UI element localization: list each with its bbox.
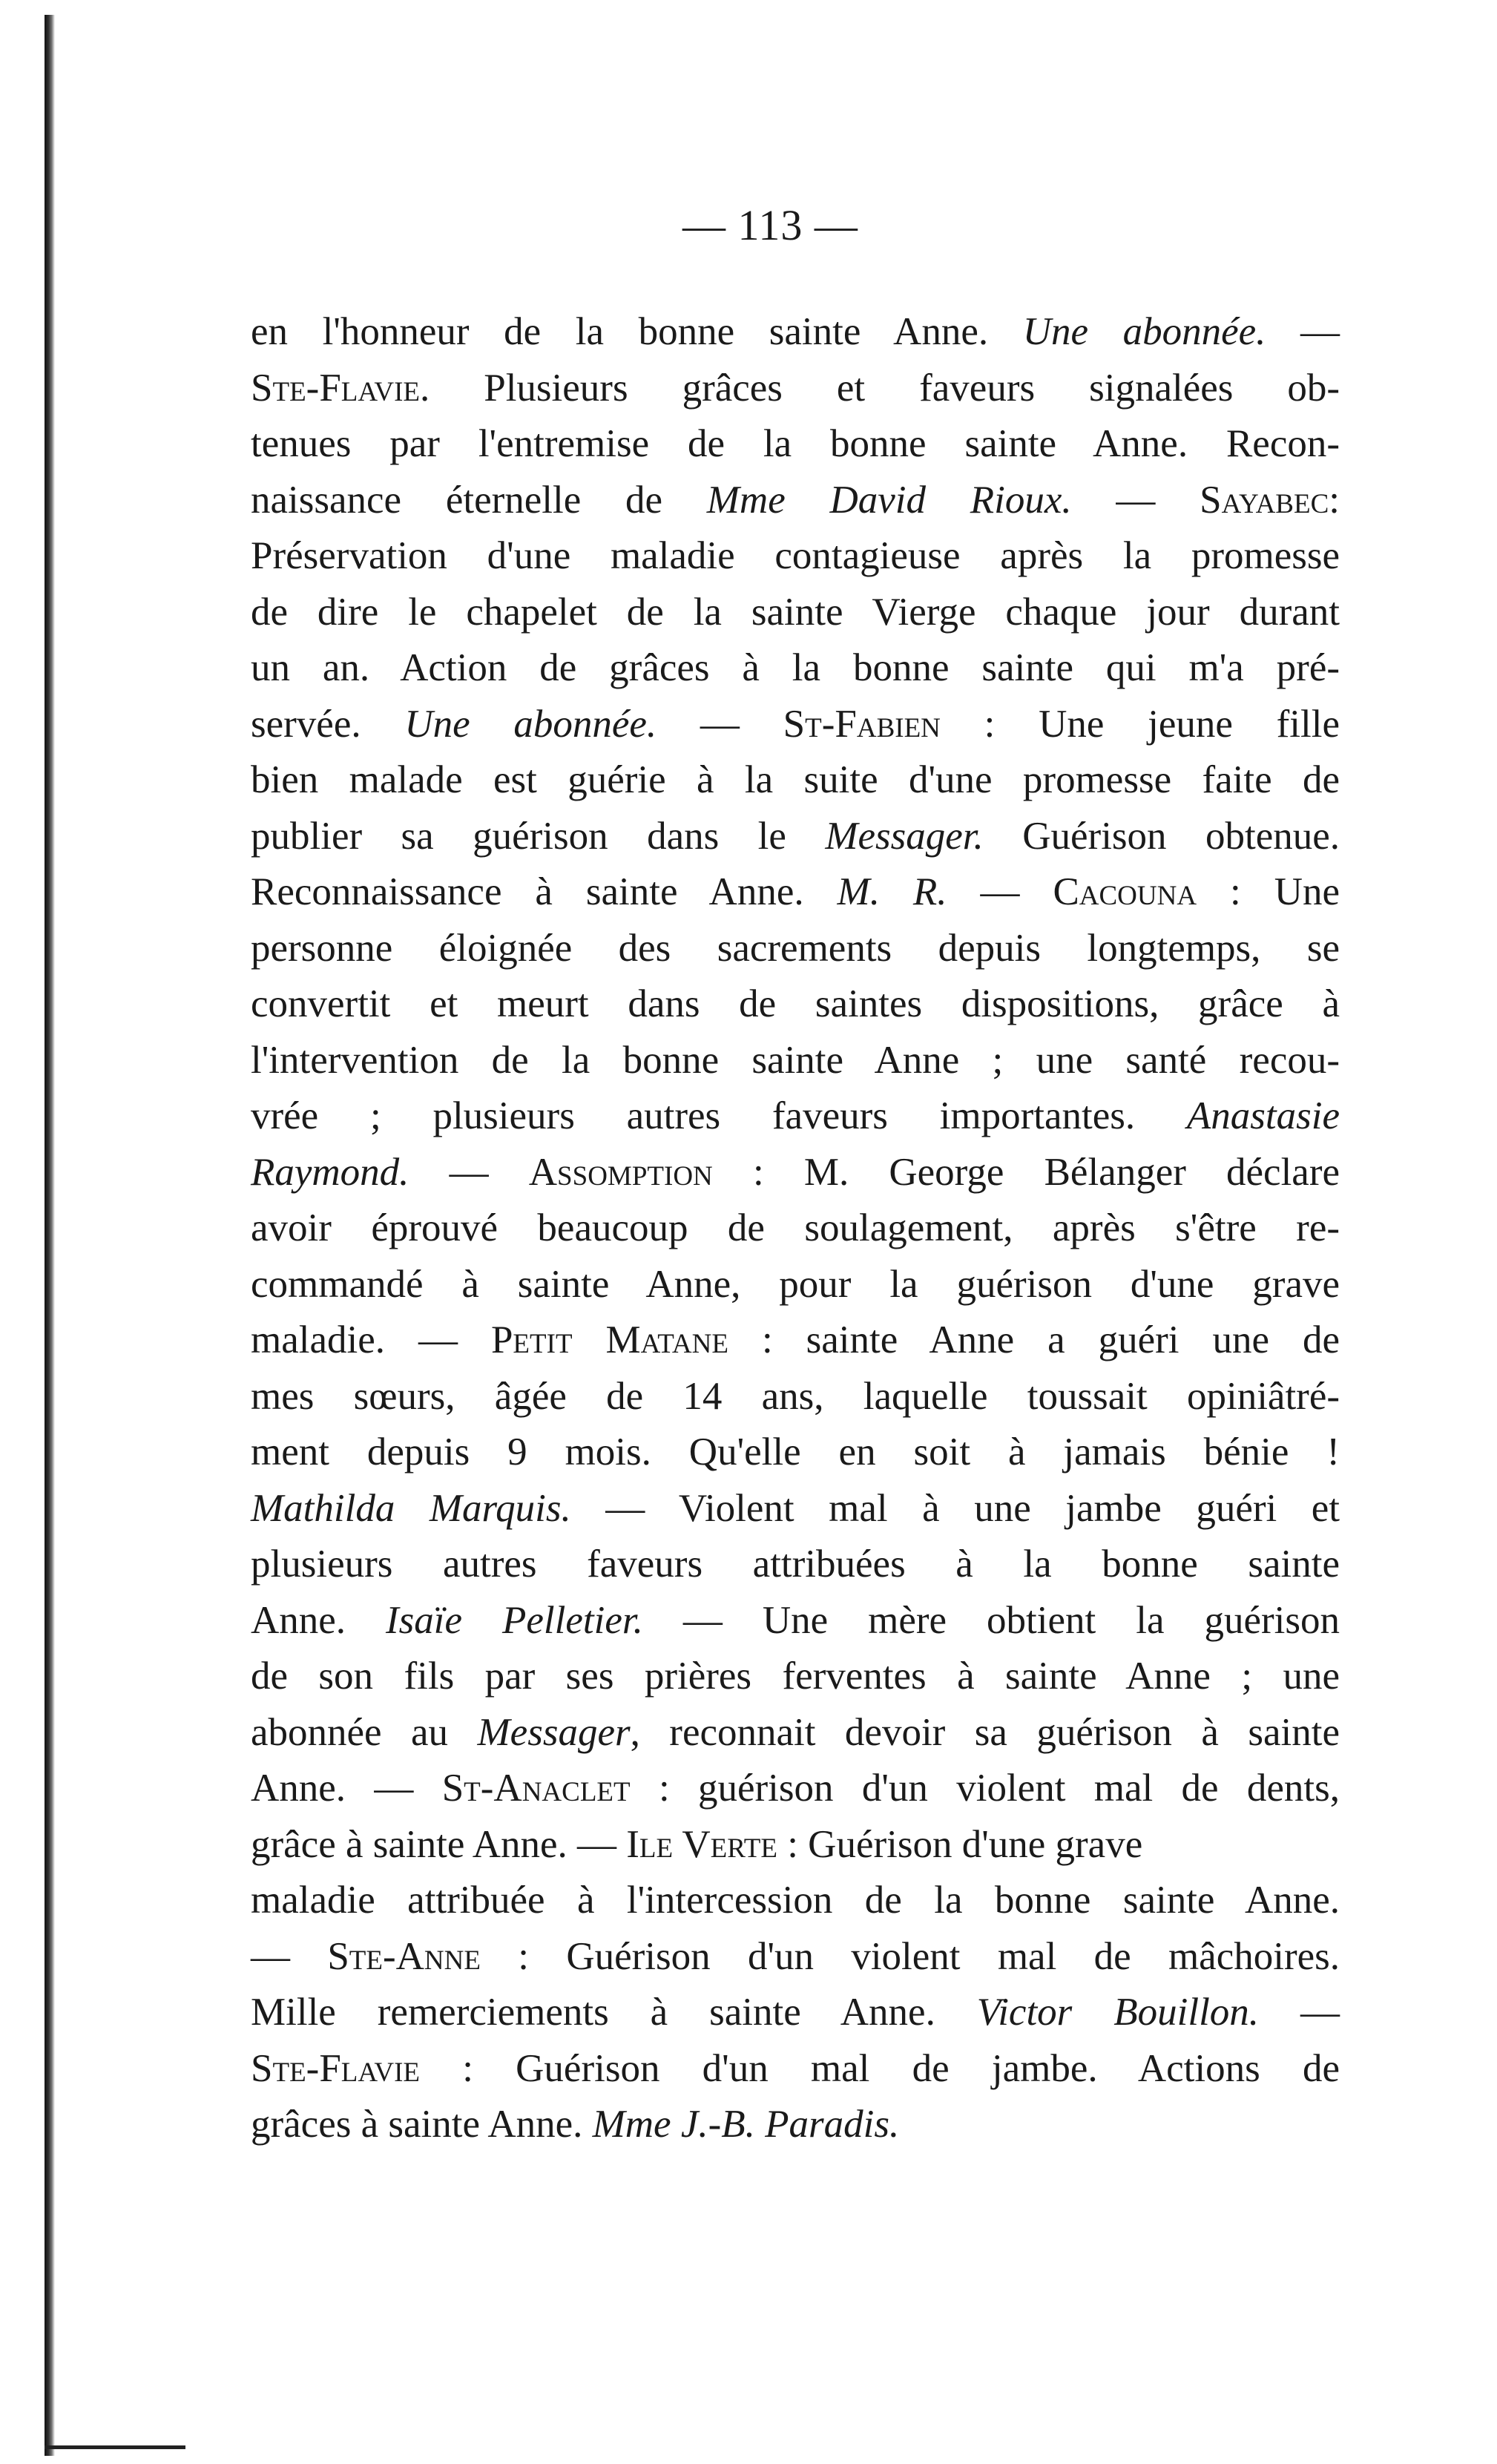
- text-run: : Guérison d'une grave: [777, 1822, 1143, 1866]
- text-run: —: [657, 702, 783, 746]
- text-run: —: [1259, 1991, 1340, 2034]
- text-run: : Une: [1197, 870, 1340, 913]
- text-run: — Une mère obtient la guérison: [642, 1598, 1340, 1642]
- text-line: [251, 1705, 1340, 1761]
- text-run: Mille remerciements à sainte Anne.: [251, 1991, 977, 2034]
- text-run: naissance éternelle de: [251, 478, 707, 522]
- text-line: [251, 2097, 1340, 2153]
- italic-name: Messager: [477, 1710, 631, 1754]
- text-line: [251, 1313, 1340, 1369]
- place-name: St-Fabien: [783, 702, 941, 746]
- text-run: Anne.: [251, 1598, 386, 1642]
- text-line: [251, 752, 1340, 809]
- text-run: personne éloignée des sacrements depuis longtemps, se: [251, 926, 1340, 970]
- text-line: [251, 1929, 1340, 1985]
- place-name: Ste-Flavie: [251, 2046, 420, 2090]
- text-line: [251, 1593, 1340, 1649]
- text-run: Plusieurs grâces et faveurs signalées ob-: [430, 366, 1340, 410]
- text-line: [251, 1088, 1340, 1145]
- text-run: : guérison d'un violent mal de dents,: [630, 1767, 1340, 1810]
- text-run: un an. Action de grâces à la bonne sainte qui m'a pré-: [251, 646, 1340, 689]
- text-line: [251, 1200, 1340, 1257]
- text-line: [251, 640, 1340, 697]
- text-line: [251, 1145, 1340, 1201]
- italic-name: Messager.: [825, 814, 984, 858]
- text-run: vrée ; plusieurs autres faveurs importantes.: [251, 1094, 1187, 1137]
- text-line: [251, 1761, 1340, 1817]
- text-line: [251, 473, 1340, 529]
- text-run: Guérison obtenue.: [983, 814, 1340, 858]
- text-line: [251, 1873, 1340, 1929]
- place-name: Sayabec: [1200, 478, 1329, 522]
- text-run: Anne. —: [251, 1767, 442, 1810]
- place-name: Assomption: [528, 1150, 713, 1194]
- text-line: [251, 864, 1340, 921]
- text-run: publier sa guérison dans le: [251, 814, 826, 858]
- text-run: —: [409, 1150, 529, 1194]
- italic-name: Isaïe Pelletier.: [386, 1598, 643, 1642]
- text-run: mes sœurs, âgée de 14 ans, laquelle toussait opiniâtré-: [251, 1374, 1340, 1418]
- text-run: de son fils par ses prières ferventes à sainte Anne ; une: [251, 1655, 1340, 1698]
- body-text: [251, 304, 1340, 2153]
- text-run: abonnée au: [251, 1710, 478, 1754]
- place-name: Cacouna: [1053, 870, 1197, 913]
- italic-name: Une abonnée.: [404, 702, 657, 746]
- text-run: — Violent mal à une jambe guéri et: [570, 1486, 1340, 1530]
- text-line: [251, 1817, 1340, 1873]
- italic-name: Une abonnée.: [1022, 310, 1266, 353]
- text-run: : Guérison d'un violent mal de mâchoires.: [480, 1934, 1340, 1978]
- italic-name: Victor Bouillon.: [976, 1991, 1260, 2034]
- place-name: Ste-Flavie.: [251, 366, 430, 410]
- place-name: Ile Verte: [626, 1822, 777, 1866]
- text-run: en l'honneur de la bonne sainte Anne.: [251, 310, 1023, 353]
- text-line: [251, 1033, 1340, 1089]
- text-run: de dire le chapelet de la sainte Vierge chaque jour durant: [251, 590, 1340, 634]
- text-line: [251, 585, 1340, 641]
- text-run: maladie attribuée à l'intercession de la bonne sainte Anne.: [251, 1879, 1340, 1922]
- text-line: [251, 416, 1340, 473]
- italic-name: Mme J.-B. Paradis.: [592, 2103, 900, 2146]
- text-line: [251, 976, 1340, 1033]
- text-run: bien malade est guérie à la suite d'une promesse faite de: [251, 758, 1340, 801]
- text-run: convertit et meurt dans de saintes dispositions, grâce à: [251, 982, 1340, 1025]
- text-run: —: [1266, 310, 1340, 353]
- italic-name: M. R.: [837, 870, 947, 913]
- book-spine-shadow: [45, 15, 55, 2456]
- text-run: Reconnaissance à sainte Anne.: [251, 870, 838, 913]
- text-run: Préservation d'une maladie contagieuse après la promesse: [251, 534, 1340, 577]
- text-line: [251, 1369, 1340, 1425]
- page-number: — 113 —: [682, 201, 858, 249]
- text-run: :: [1329, 478, 1340, 522]
- text-line: [251, 1537, 1340, 1593]
- text-line: [251, 528, 1340, 585]
- text-run: avoir éprouvé beaucoup de soulagement, après s'être re-: [251, 1206, 1340, 1249]
- place-name: Petit Matane: [490, 1318, 728, 1361]
- text-run: grâce à sainte Anne. —: [251, 1822, 627, 1866]
- text-run: ment depuis 9 mois. Qu'elle en soit à jamais bénie !: [251, 1430, 1340, 1474]
- text-run: —: [947, 870, 1053, 913]
- text-run: l'intervention de la bonne sainte Anne ; une santé recou-: [251, 1038, 1340, 1082]
- text-run: , reconnait devoir sa guérison à sainte: [630, 1710, 1340, 1754]
- italic-name: Mathilda Marquis.: [251, 1486, 571, 1530]
- text-line: [251, 2041, 1340, 2097]
- place-name: St-Anaclet: [441, 1767, 631, 1810]
- text-line: [251, 1481, 1340, 1537]
- text-run: —: [1071, 478, 1200, 522]
- book-spine-edge: [45, 2445, 185, 2449]
- text-line: [251, 1425, 1340, 1481]
- text-line: [251, 304, 1340, 361]
- place-name: Ste-Anne: [327, 1934, 481, 1978]
- text-run: : Une jeune fille: [940, 702, 1340, 746]
- text-run: servée.: [251, 702, 405, 746]
- text-run: tenues par l'entremise de la bonne sainte Anne. Recon-: [251, 422, 1340, 465]
- italic-name: Anastasie: [1186, 1094, 1340, 1137]
- text-line: [251, 1649, 1340, 1705]
- text-run: —: [251, 1934, 328, 1978]
- text-line: [251, 809, 1340, 865]
- text-run: : Guérison d'un mal de jambe. Actions de: [420, 2046, 1340, 2090]
- text-run: grâces à sainte Anne.: [251, 2103, 593, 2146]
- text-line: [251, 921, 1340, 977]
- text-run: : M. George Bélanger déclare: [712, 1150, 1340, 1194]
- italic-name: Raymond.: [251, 1150, 409, 1194]
- text-run: : sainte Anne a guéri une de: [728, 1318, 1340, 1361]
- text-run: plusieurs autres faveurs attribuées à la bonne sainte: [251, 1543, 1340, 1586]
- text-line: [251, 1257, 1340, 1313]
- text-line: [251, 697, 1340, 753]
- text-line: [251, 1985, 1340, 2041]
- italic-name: Mme David Rioux.: [706, 478, 1072, 522]
- text-run: maladie. —: [251, 1318, 491, 1361]
- text-run: commandé à sainte Anne, pour la guérison d'une grave: [251, 1262, 1340, 1306]
- text-line: [251, 361, 1340, 417]
